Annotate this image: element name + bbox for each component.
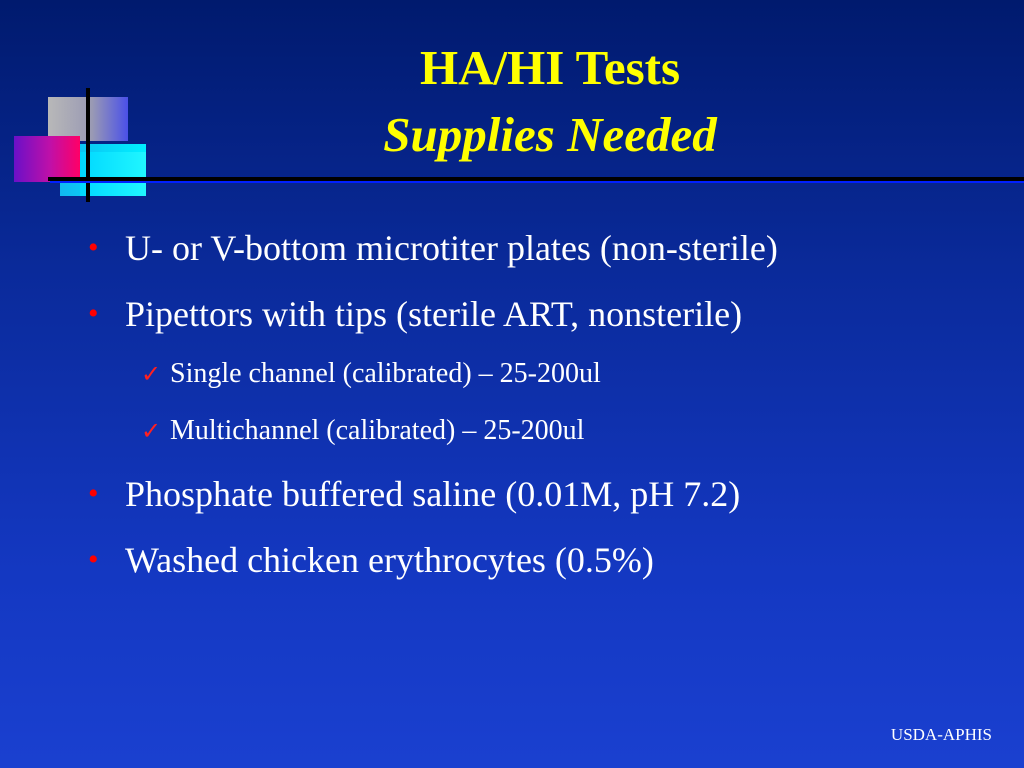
bullet-icon: • bbox=[88, 297, 99, 330]
slide-title: HA/HI Tests bbox=[419, 40, 681, 95]
bullet-item: Washed chicken erythrocytes (0.5%) bbox=[125, 540, 654, 580]
bullet-item: Pipettors with tips (sterile ART, nonsterile) bbox=[125, 294, 743, 334]
sub-bullet-item: Multichannel (calibrated) – 25-200ul bbox=[170, 415, 585, 446]
footer-label: USDA-APHIS bbox=[890, 725, 992, 744]
bullet-icon: • bbox=[88, 477, 99, 510]
checkmark-icon: ✓ bbox=[141, 417, 162, 445]
title-divider-accent bbox=[50, 181, 1024, 183]
slide-subtitle: Supplies Needed bbox=[383, 107, 717, 162]
logo-vertical-line bbox=[86, 88, 90, 202]
bullet-item: U- or V-bottom microtiter plates (non-sterile) bbox=[125, 228, 778, 268]
bullet-icon: • bbox=[88, 543, 99, 576]
logo-magenta-square bbox=[14, 136, 80, 182]
bullet-icon: • bbox=[88, 231, 99, 264]
sub-bullet-item: Single channel (calibrated) – 25-200ul bbox=[170, 358, 601, 389]
bullet-item: Phosphate buffered saline (0.01M, pH 7.2) bbox=[125, 474, 741, 514]
checkmark-icon: ✓ bbox=[141, 360, 162, 388]
